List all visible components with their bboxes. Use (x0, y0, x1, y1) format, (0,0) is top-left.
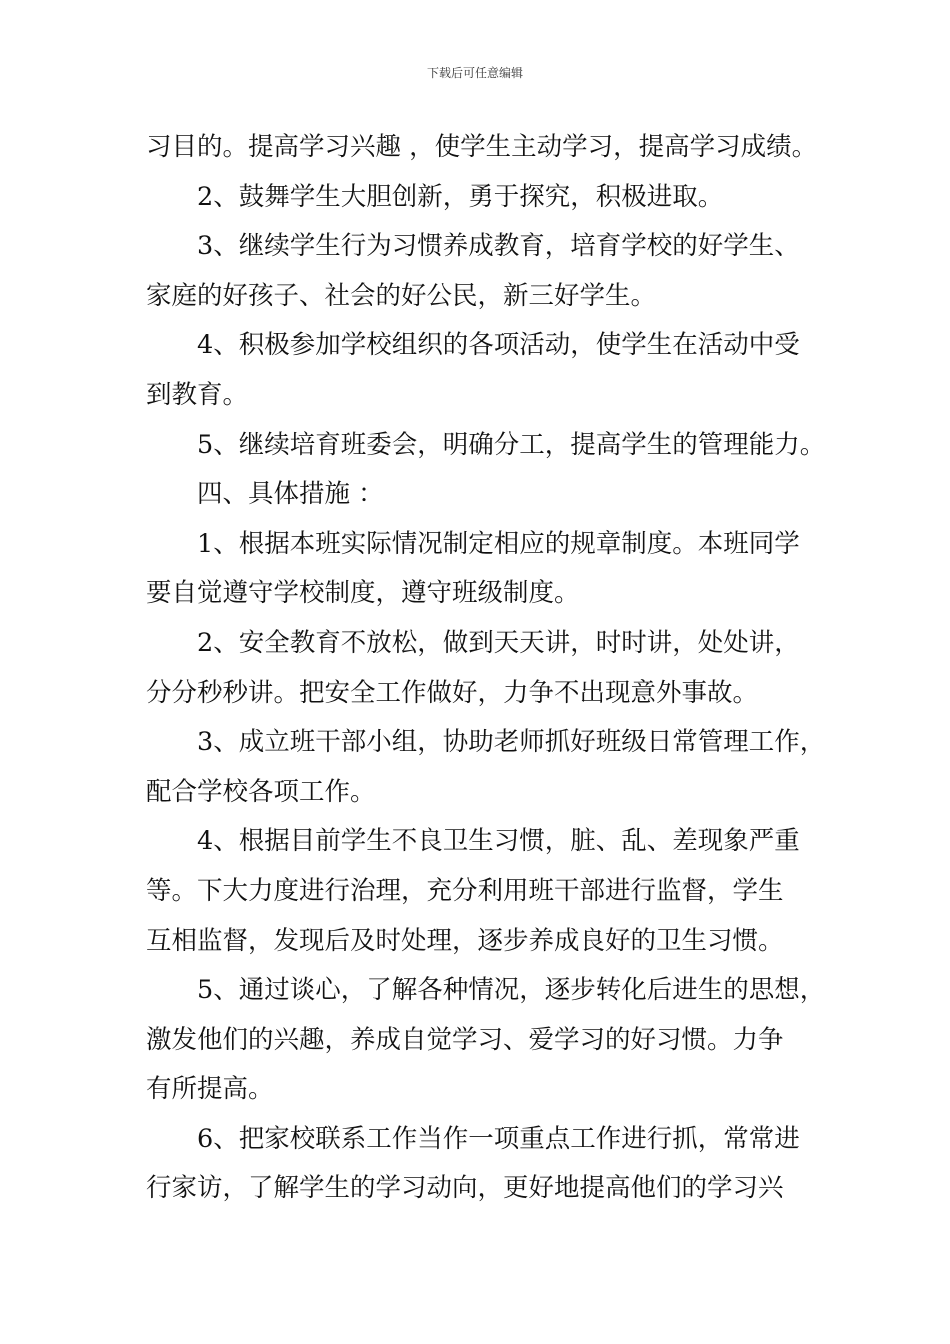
body-line: 2、安全教育不放松，做到天天讲，时时讲，处处讲， (197, 627, 800, 658)
body-line: 激发他们的兴趣，养成自觉学习、爱学习的好习惯。力争 (146, 1024, 784, 1055)
body-line: 3、继续学生行为习惯养成教育，培育学校的好学生、 (197, 231, 800, 262)
body-line: 5、继续培育班委会，明确分工，提高学生的管理能力。 (197, 429, 826, 460)
body-line: 到教育。 (146, 379, 249, 410)
body-line: 1、根据本班实际情况制定相应的规章制度。本班同学 (197, 528, 800, 559)
body-line: 4、积极参加学校组织的各项活动，使学生在活动中受 (197, 330, 800, 361)
body-line: 3、成立班干部小组，协助老师抓好班级日常管理工作， (197, 727, 826, 758)
body-line: 行家访，了解学生的学习动向，更好地提高他们的学习兴 (146, 1173, 784, 1204)
body-line: 配合学校各项工作。 (146, 776, 376, 807)
body-line: 互相监督，发现后及时处理，逐步养成良好的卫生习惯。 (146, 925, 784, 956)
body-line: 等。下大力度进行治理，充分利用班干部进行监督，学生 (146, 875, 784, 906)
body-line: 5、通过谈心，了解各种情况，逐步转化后进生的思想， (197, 975, 826, 1006)
body-line: 4、根据目前学生不良卫生习惯，脏、乱、差现象严重 (197, 826, 800, 857)
body-line: 习目的。提高学习兴趣 ，使学生主动学习，提高学习成绩。 (146, 132, 818, 162)
page-header-note: 下载后可任意编辑 (426, 66, 523, 80)
section-heading: 四、具体措施 ： (197, 479, 384, 510)
body-line: 要自觉遵守学校制度，遵守班级制度。 (146, 578, 580, 609)
body-line: 有所提高。 (146, 1074, 274, 1105)
document-body (146, 123, 826, 1214)
body-line: 家庭的好孩子、社会的好公民，新三好学生。 (146, 280, 657, 311)
body-line: 6、把家校联系工作当作一项重点工作进行抓，常常进 (197, 1123, 800, 1154)
body-line: 2、鼓舞学生大胆创新，勇于探究，积极进取。 (197, 181, 724, 212)
body-line: 分分秒秒讲。把安全工作做好，力争不出现意外事故。 (146, 677, 759, 708)
